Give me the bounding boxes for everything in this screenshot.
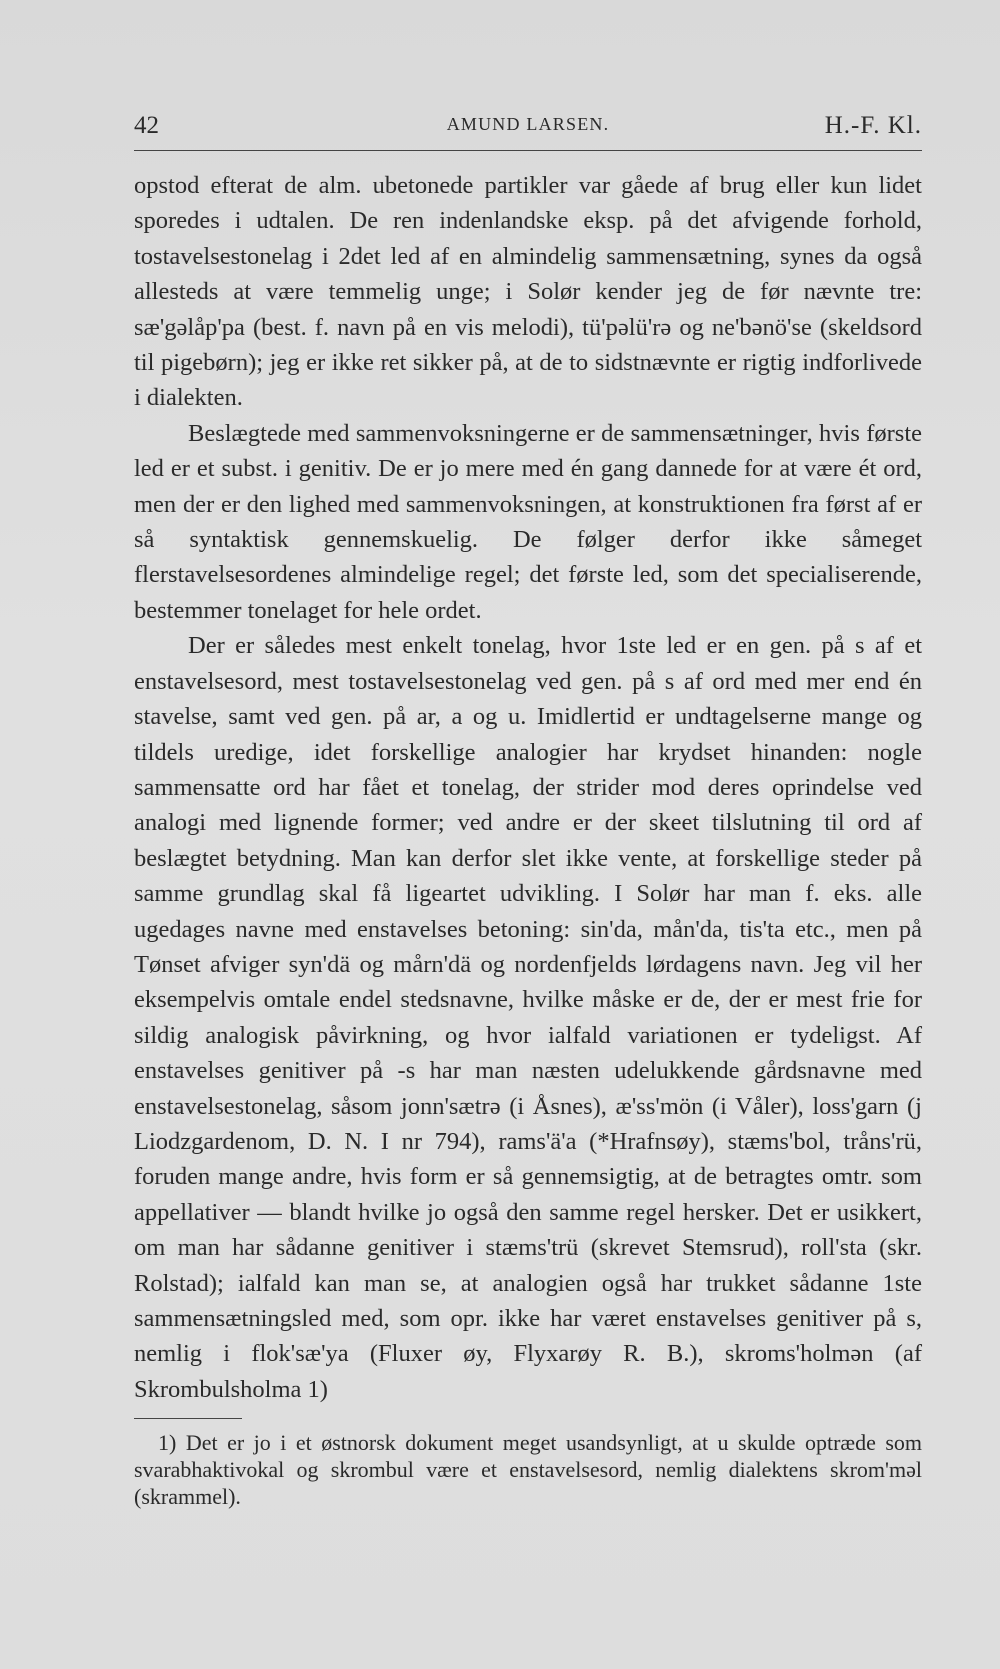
paragraph-3: Der er således mest enkelt tonelag, hvor 1ste led er en gen. på s af et enstavelsesord, mest tostavelsestonelag ved gen. på s af ord med mer end én stavelse, samt ved gen. på ar, a og u. Imidlertid er undtagelserne mange og tildels uredige, idet forskellige analogier har krydset hinanden: nogle sammensatte ord har fået et tonelag, der strider mod deres oprindelse ved analogi med lignende former; ved andre er der skeet tilslutning til ord af beslægtet betydning. Man kan derfor slet ikke vente, at forskellige steder på samme grundlag skal få ligeartet udvikling. I Solør har man f. eks. alle ugedages navne med enstavelses betoning: sin'da, mån'da, tis'ta etc., men på Tønset afviger syn'dä og mårn'dä og nordenfjelds lørdagens navn. Jeg vil her eksempelvis omtale endel stedsnavne, hvilke måske er de, der er mest frie for sildig analogisk påvirkning, og hvor ialfald variationen er tydeligst. Af enstavelses genitiver på -s har man næsten udelukkende gårdsnavne med enstavelsestonelag, såsom jonn'sætrə (i Åsnes), æ'ss'mön (i Våler), loss'garn (j Liodzgardenom, D. N. I nr 794), rams'ä'a (*Hrafnsøy), stæms'bol, tråns'rü, foruden mange andre, hvis form er så gennemsigtig, at de betragtes omtr. som appellativer — blandt hvilke jo også den samme regel hersker. Det er usikkert, om man har sådanne genitiver i stæms'trü (skrevet Stemsrud), roll'sta (skr. Rolstad); ialfald kan man se, at analogien også har trukket sådanne 1ste sammensætningsled med, som opr. ikke har været enstavelses genitiver på s, nemlig i flok'sæ'ya (Fluxer øy, Flyxarøy R. B.), skroms'holmən (af Skrombulsholma 1) bbox=[134, 632, 922, 1403]
main-text bbox=[134, 168, 922, 1407]
footnote-rule bbox=[134, 1418, 242, 1419]
header-rule bbox=[134, 150, 922, 151]
section-label: H.-F. Kl. bbox=[824, 112, 922, 139]
page-number: 42 bbox=[134, 112, 159, 139]
footnote-text: 1) Det er jo i et østnorsk dokument meget usandsynligt, at u skulde optræde som svarabhaktivokal og skrombul være et enstavelsesord, nemlig dialektens skrom'məl (skrammel). bbox=[134, 1430, 922, 1509]
paragraph-1: opstod efterat de alm. ubetonede partikler var gåede af brug eller kun lidet sporedes i udtalen. De ren indenlandske eksp. på det afvigende forhold, tostavelsestonelag i 2det led af en almindelig sammensætning, synes da også allesteds at være temmelig unge; i Solør kender jeg de før nævnte tre: sæ'gəlåp'pa (best. f. navn på en vis melodi), tü'pəlü'rə og ne'bənö'se (skeldsord til pigebørn); jeg er ikke ret sikker på, at de to sidstnævnte er rigtig indforlivede i dialekten. bbox=[134, 172, 922, 412]
footnote bbox=[134, 1418, 922, 1510]
page-header bbox=[134, 106, 922, 140]
paragraph-2: Beslægtede med sammenvoksningerne er de sammensætninger, hvis første led er et subst. i genitiv. De er jo mere med én gang dannede for at være ét ord, men der er den lighed med sammenvoksningen, at konstruktionen fra først af er så syntaktisk gennemskuelig. De følger derfor ikke såmeget flerstavelsesordenes almindelige regel; det første led, som det specialiserende, bestemmer tonelaget for hele ordet. bbox=[134, 419, 922, 624]
running-title: AMUND LARSEN. bbox=[446, 114, 610, 134]
